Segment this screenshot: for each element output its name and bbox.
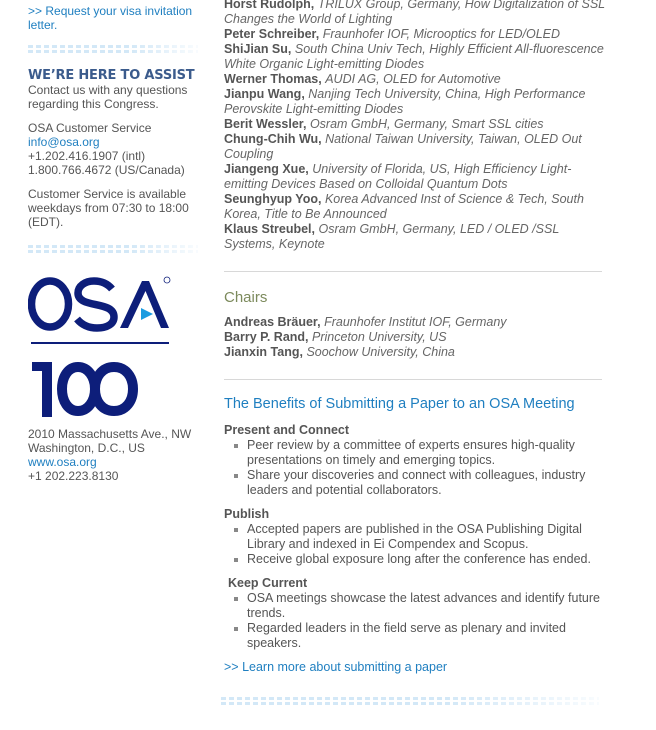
benefit-list	[224, 438, 610, 498]
logo-divider	[31, 342, 169, 344]
person-detail: Fraunhofer IOF, Microoptics for LED/OLED	[322, 27, 561, 41]
registered-mark-icon	[164, 277, 170, 283]
person-name: Jiangeng Xue,	[224, 162, 309, 176]
dotted-divider	[28, 245, 198, 253]
website-link[interactable]: www.osa.org	[28, 455, 97, 469]
person-name: Berit Wessler,	[224, 117, 307, 131]
benefit-section-title: Present and Connect	[224, 423, 350, 437]
logo-triangle-icon	[141, 308, 153, 320]
service-name: OSA Customer Service	[28, 121, 152, 135]
chairs-heading: Chairs	[224, 289, 268, 306]
address-phone: +1 202.223.8130	[28, 469, 119, 483]
benefit-item: Accepted papers are published in the OSA Publishing Digital Library and indexed in Ei Compendex and Scopus.	[247, 522, 610, 552]
person-entry	[224, 315, 610, 330]
learn-more-link[interactable]: >> Learn more about submitting a paper	[224, 660, 448, 674]
assist-heading: WE’RE HERE TO ASSIST	[28, 68, 195, 83]
person-entry	[224, 132, 610, 162]
speaker-list	[224, 0, 610, 252]
person-entry	[224, 72, 610, 87]
person-entry	[224, 27, 610, 42]
section-divider	[224, 271, 602, 272]
person-entry	[224, 330, 610, 345]
person-name: Peter Schreiber,	[224, 27, 320, 41]
person-detail: Korea Advanced Inst of Science & Tech, South Korea, Title to Be Announced	[224, 192, 584, 221]
chairs-list	[224, 315, 610, 360]
person-entry	[224, 222, 610, 252]
logo-digit-1	[32, 362, 52, 417]
person-name: Klaus Streubel,	[224, 222, 315, 236]
person-name: Horst Rudolph,	[224, 0, 315, 11]
person-detail: Nanjing Tech University, China, High Performance Perovskite Light-emitting Diodes	[224, 87, 586, 116]
logo-letter-o	[32, 281, 69, 327]
person-detail: Fraunhofer Institut IOF, Germany	[324, 315, 507, 329]
person-detail: Osram GmbH, Germany, Smart SSL cities	[309, 117, 544, 131]
benefits-heading: The Benefits of Submitting a Paper to an OSA Meeting	[224, 396, 575, 412]
service-hours: Customer Service is available weekdays from 07:30 to 18:00 (EDT).	[28, 187, 189, 229]
osa-100-logo	[28, 276, 173, 421]
dotted-divider	[221, 697, 599, 705]
logo-letter-s	[77, 281, 114, 328]
benefit-item: Regarded leaders in the field serve as plenary and invited speakers.	[247, 621, 610, 651]
benefit-item: Share your discoveries and connect with colleagues, industry leaders and potential collaborators.	[247, 468, 610, 498]
person-name: Werner Thomas,	[224, 72, 322, 86]
address-city: Washington, D.C., US	[28, 441, 145, 455]
person-detail: TRILUX Group, Germany, How Digitalization of SSL Changes the World of Lighting	[224, 0, 605, 26]
person-name: Jianxin Tang,	[224, 345, 303, 359]
person-name: Chung-Chih Wu,	[224, 132, 322, 146]
benefit-section-title: Keep Current	[228, 576, 308, 590]
benefit-item: OSA meetings showcase the latest advances and identify future trends.	[247, 591, 610, 621]
benefit-section-title: Publish	[224, 507, 270, 521]
benefit-item: Peer review by a committee of experts ensures high-quality presentations on timely and emerging topics.	[247, 438, 610, 468]
address-street: 2010 Massachusetts Ave., NW	[28, 427, 192, 441]
person-entry	[224, 345, 610, 360]
email-link[interactable]: info@osa.org	[28, 135, 100, 149]
person-entry	[224, 117, 610, 132]
person-entry	[224, 192, 610, 222]
assist-intro: Contact us with any questions regarding this Congress.	[28, 83, 188, 111]
logo-digits-00	[62, 367, 133, 411]
main-content	[224, 0, 610, 705]
person-name: Andreas Bräuer,	[224, 315, 321, 329]
person-entry	[224, 162, 610, 192]
person-name: Seunghyup Yoo,	[224, 192, 322, 206]
phone-us: 1.800.766.4672 (US/Canada)	[28, 163, 185, 177]
benefit-list	[224, 522, 610, 567]
person-entry	[224, 42, 610, 72]
benefits-sections	[224, 423, 610, 651]
person-detail: National Taiwan University, Taiwan, OLED Out Coupling	[224, 132, 582, 161]
person-name: ShiJian Su,	[224, 42, 292, 56]
osa-logo-graphic	[28, 276, 173, 421]
section-divider	[224, 379, 602, 380]
person-detail: Soochow University, China	[306, 345, 455, 359]
phone-intl: +1.202.416.1907 (intl)	[28, 149, 146, 163]
benefit-list	[224, 591, 610, 651]
person-name: Barry P. Rand,	[224, 330, 309, 344]
person-detail: Princeton University, US	[312, 330, 447, 344]
person-name: Jianpu Wang,	[224, 87, 305, 101]
person-entry	[224, 0, 610, 27]
benefit-item: Receive global exposure long after the conference has ended.	[247, 552, 610, 567]
person-detail: AUDI AG, OLED for Automotive	[325, 72, 501, 86]
person-detail: University of Florida, US, High Efficiency Light-emitting Devices Based on Colloidal Quantum Dots	[224, 162, 572, 191]
logo-letter-a	[120, 281, 169, 328]
person-entry	[224, 87, 610, 117]
person-detail: Osram GmbH, Germany, LED / OLED /SSL Systems, Keynote	[224, 222, 560, 251]
person-detail: South China Univ Tech, Highly Efficient All-fluorescence White Organic Light-emitting Diodes	[224, 42, 604, 71]
sidebar	[28, 0, 200, 483]
dotted-divider	[28, 45, 198, 53]
visa-invitation-link[interactable]: >> Request your visa invitation letter.	[28, 4, 193, 32]
